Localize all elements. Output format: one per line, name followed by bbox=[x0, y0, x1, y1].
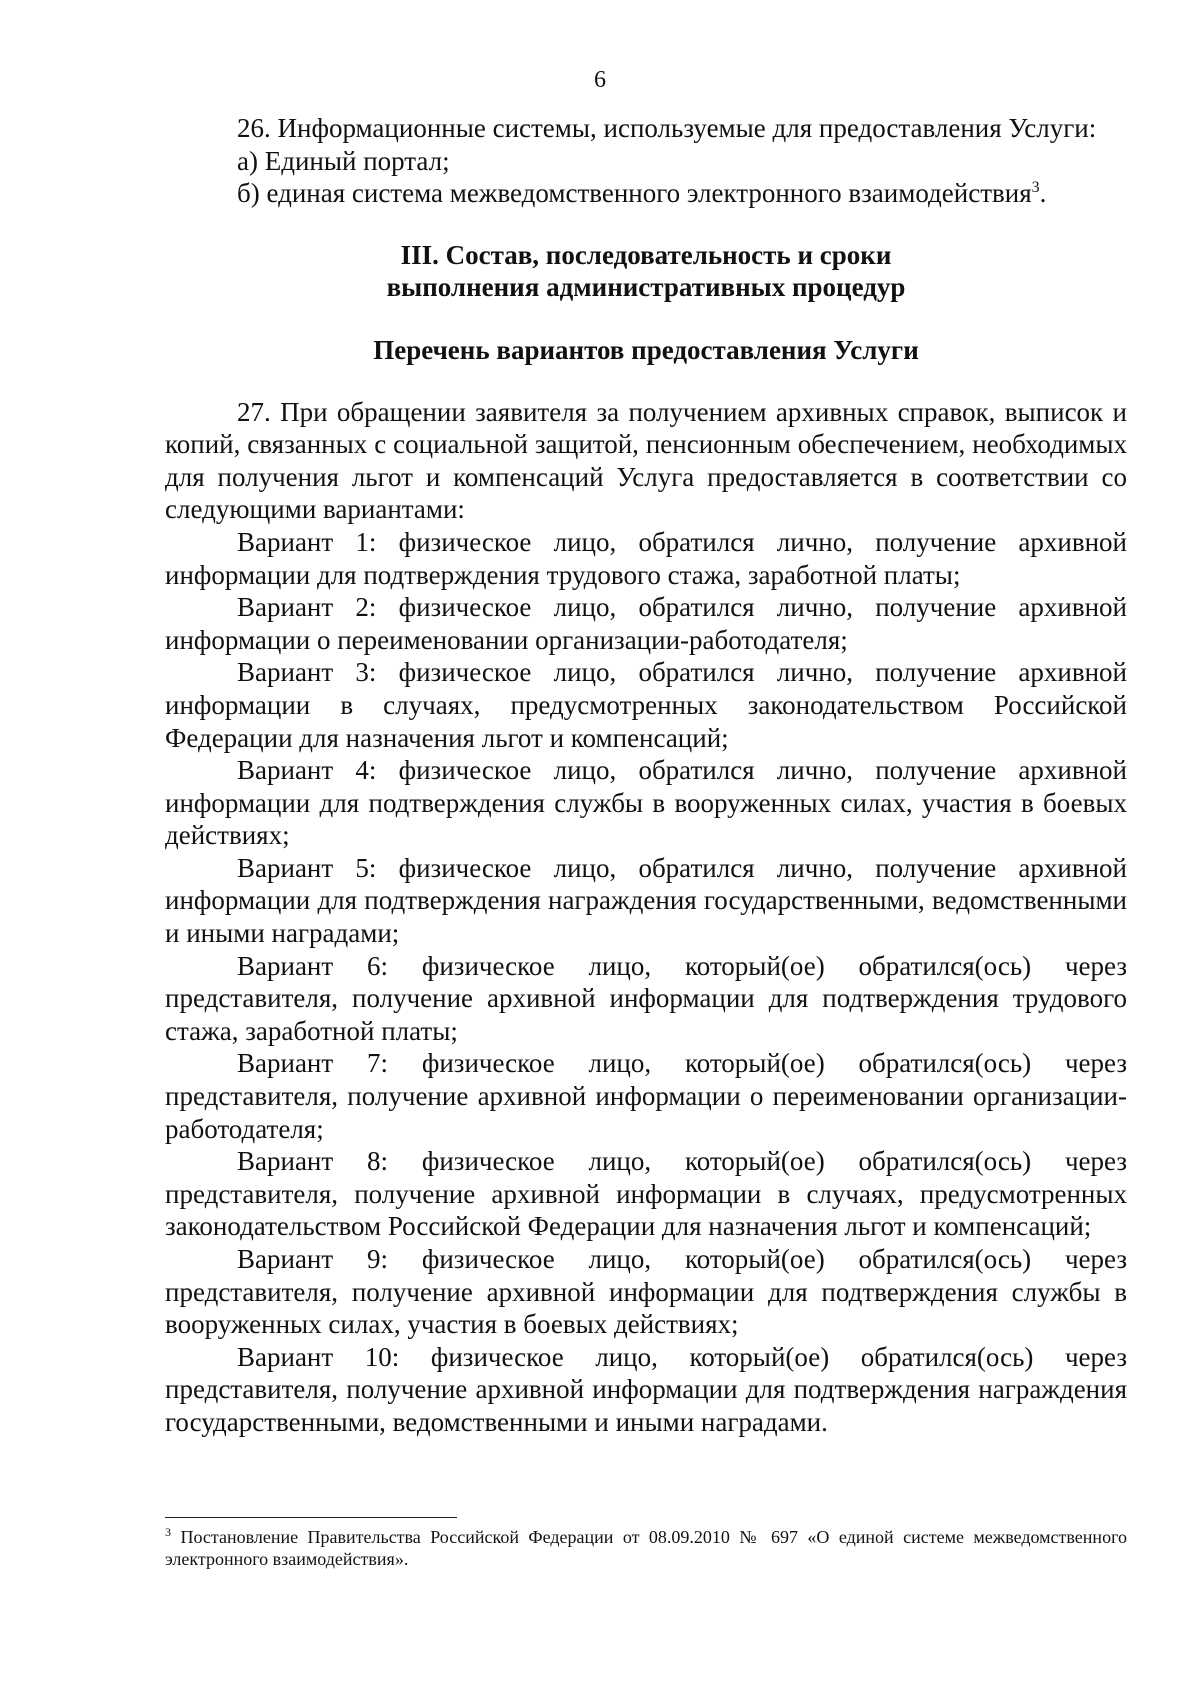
section-heading bbox=[165, 239, 1127, 304]
subheading: Перечень вариантов предоставления Услуги bbox=[373, 334, 919, 365]
variant-4: Вариант 4: физическое лицо, обратился лично, получение архивной информации для подтверждения службы в вооруженных силах, участия в боевых действиях; bbox=[165, 755, 1127, 851]
section-heading-line-1: III. Состав, последовательность и сроки bbox=[400, 239, 892, 270]
variant-5: Вариант 5: физическое лицо, обратился лично, получение архивной информации для подтверждения награждения государственными, ведомственными и иными наградами; bbox=[165, 852, 1127, 949]
variant-10: Вариант 10: физическое лицо, который(ое) обратился(ось) через представителя, получение архивной информации для подтверждения награждения государственными, ведомственными и иными наградами. bbox=[165, 1341, 1127, 1437]
paragraph-27: 27. При обращении заявителя за получением архивных справок, выписок и копий, связанных с социальной защитой, пенсионным обеспечением, необходимых для получения льгот и компенсаций Услуга предоставляется в соответствии со следующими вариантами: bbox=[165, 396, 1127, 525]
paragraph-26: 26. Информационные системы, используемые для предоставления Услуги: bbox=[237, 113, 1097, 143]
variant-6: Вариант 6: физическое лицо, который(ое) обратился(ось) через представителя, получение архивной информации для подтверждения трудового стажа, заработной платы; bbox=[165, 950, 1127, 1046]
paragraph-26b bbox=[165, 177, 1127, 210]
page-number: 6 bbox=[594, 67, 606, 93]
footnote-reference: 3 bbox=[1031, 179, 1040, 197]
variant-7: Вариант 7: физическое лицо, который(ое) обратился(ось) через представителя, получение архивной информации о переименовании организации-работодателя; bbox=[165, 1048, 1127, 1144]
footnote-marker: 3 bbox=[165, 1525, 171, 1539]
paragraph-26a: а) Единый портал; bbox=[237, 145, 450, 176]
footnote-text: Постановление Правительства Российской Федерации от 08.09.2010 № 697 «О единой системе межведомственного электронного взаимодействия». bbox=[165, 1527, 1127, 1569]
paragraph-26b-text: б) единая система межведомственного электронного взаимодействия bbox=[237, 178, 1032, 209]
variant-3: Вариант 3: физическое лицо, обратился лично, получение архивной информации в случаях, предусмотренных законодательством Российской Федерации для назначения льгот и компенсаций; bbox=[165, 657, 1127, 753]
variant-8: Вариант 8: физическое лицо, который(ое) обратился(ось) через представителя, получение архивной информации в случаях, предусмотренных законодательством Российской Федерации для назначения льгот и компенсаций; bbox=[165, 1146, 1127, 1242]
variant-2: Вариант 2: физическое лицо, обратился лично, получение архивной информации о переименовании организации-работодателя; bbox=[165, 592, 1127, 655]
variant-9: Вариант 9: физическое лицо, который(ое) обратился(ось) через представителя, получение архивной информации для подтверждения службы в вооруженных силах, участия в боевых действиях; bbox=[165, 1244, 1127, 1340]
paragraph-26b-tail: . bbox=[1039, 178, 1047, 209]
footnote bbox=[165, 1526, 1127, 1570]
variant-1: Вариант 1: физическое лицо, обратился лично, получение архивной информации для подтверждения трудового стажа, заработной платы; bbox=[165, 526, 1127, 590]
section-heading-line-2: выполнения административных процедур bbox=[386, 272, 906, 303]
document-body bbox=[165, 112, 1127, 1439]
footnote-divider bbox=[165, 1517, 457, 1518]
